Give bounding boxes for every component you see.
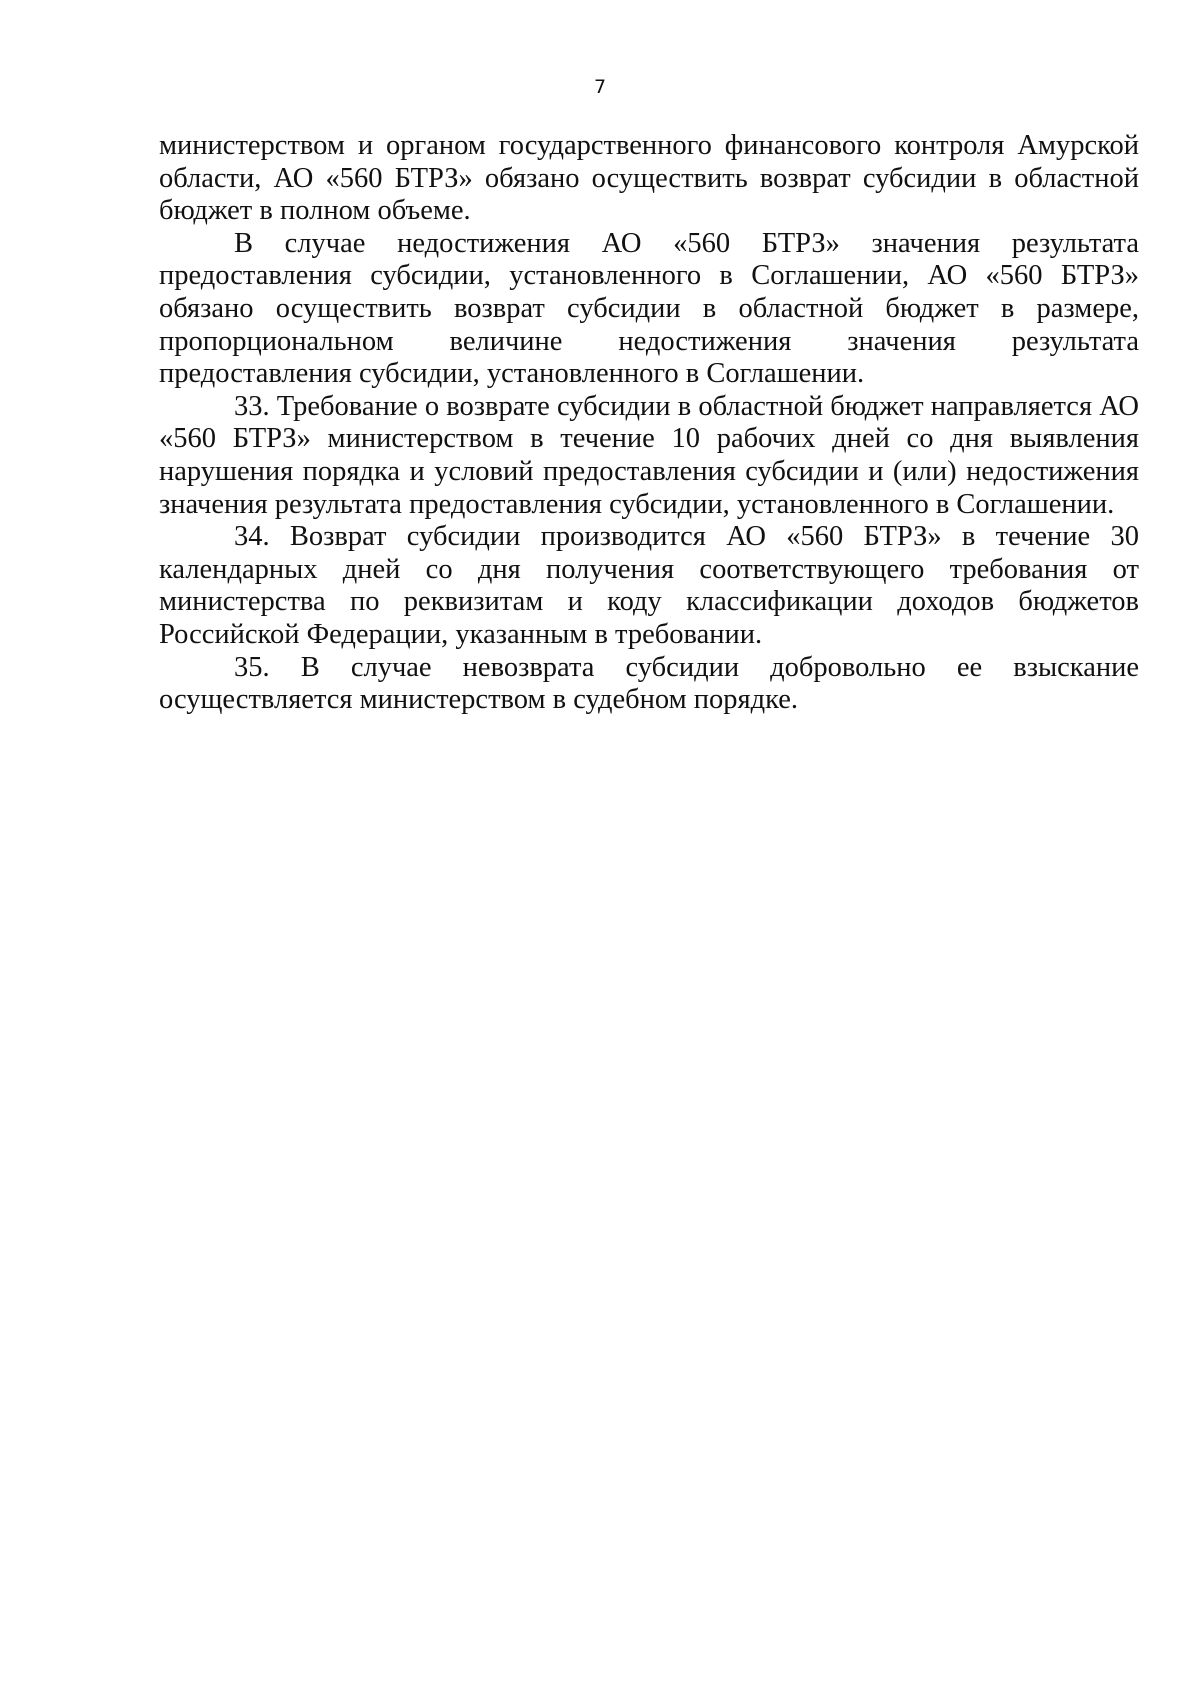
- paragraph-continuation: министерством и органом государственного финансового контроля Амурской области, АО «560 БТРЗ» обязано осуществить возврат субсидии в областной бюджет в полном объеме.: [159, 130, 1139, 227]
- paragraph-34: 34. Возврат субсидии производится АО «560 БТРЗ» в течение 30 календарных дней со дня получения соответствующего требования от министерства по реквизитам и коду классификации доходов бюджетов Российской Федерации, указанным в требовании.: [159, 521, 1139, 650]
- paragraph-33: 33. Требование о возврате субсидии в областной бюджет направляется АО «560 БТРЗ» министерством в течение 10 рабочих дней со дня выявления нарушения порядка и условий предоставления субсидии и (или) недостижения значения результата предоставления субсидии, установленного в Соглашении.: [159, 390, 1139, 520]
- paragraph-shortfall-clause: В случае недостижения АО «560 БТРЗ» значения результата предоставления субсидии, установленного в Соглашении, АО «560 БТРЗ» обязано осуществить возврат субсидии в областной бюджет в размере, пропорциональном величине недостижения значения результата предоставления субсидии, установленного в Соглашении.: [159, 227, 1139, 390]
- page-number: 7: [593, 76, 607, 98]
- paragraph-35: 35. В случае невозврата субсидии добровольно ее взыскание осуществляется министерством в судебном порядке.: [159, 651, 1139, 716]
- document-body: [159, 130, 1139, 717]
